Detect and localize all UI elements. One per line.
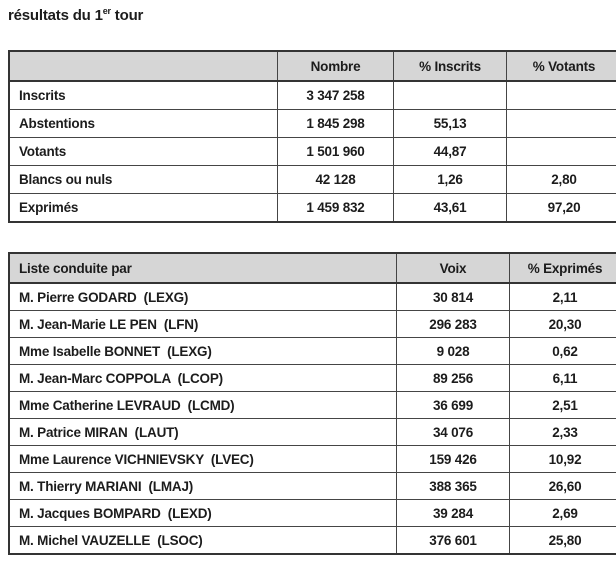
header-row <box>9 51 616 81</box>
cell-nombre: 3 347 258 <box>278 81 394 110</box>
header-cell-voix: Voix <box>397 253 510 283</box>
table-row <box>9 311 616 338</box>
table-row <box>9 527 616 555</box>
cell-voix: 34 076 <box>397 419 510 446</box>
cell-candidate: Mme Laurence VICHNIEVSKY (LVEC) <box>9 446 397 473</box>
cell-pct-votants <box>507 138 616 166</box>
page-title-superscript: er <box>102 6 111 16</box>
cell-pct-exprimes: 25,80 <box>510 527 616 555</box>
cell-pct-exprimes: 6,11 <box>510 365 616 392</box>
cell-label: Blancs ou nuls <box>9 166 278 194</box>
cell-label: Inscrits <box>9 81 278 110</box>
cell-pct-exprimes: 26,60 <box>510 473 616 500</box>
cell-pct-exprimes: 2,69 <box>510 500 616 527</box>
table-row <box>9 338 616 365</box>
cell-pct-exprimes: 2,33 <box>510 419 616 446</box>
cell-voix: 36 699 <box>397 392 510 419</box>
cell-label: Votants <box>9 138 278 166</box>
table-row <box>9 473 616 500</box>
table-row <box>9 365 616 392</box>
table-row <box>9 81 616 110</box>
cell-pct-votants <box>507 110 616 138</box>
cell-label: Exprimés <box>9 194 278 223</box>
cell-voix: 89 256 <box>397 365 510 392</box>
cell-nombre: 42 128 <box>278 166 394 194</box>
cell-pct-inscrits: 44,87 <box>394 138 507 166</box>
candidates-table-header <box>9 253 616 283</box>
cell-voix: 30 814 <box>397 283 510 311</box>
cell-pct-votants: 2,80 <box>507 166 616 194</box>
cell-pct-exprimes: 2,51 <box>510 392 616 419</box>
cell-pct-exprimes: 10,92 <box>510 446 616 473</box>
cell-candidate: M. Jacques BOMPARD (LEXD) <box>9 500 397 527</box>
candidates-table <box>8 252 616 555</box>
cell-pct-exprimes: 0,62 <box>510 338 616 365</box>
header-row <box>9 253 616 283</box>
cell-candidate: M. Jean-Marie LE PEN (LFN) <box>9 311 397 338</box>
page-title <box>8 7 143 24</box>
cell-candidate: M. Patrice MIRAN (LAUT) <box>9 419 397 446</box>
table-row <box>9 446 616 473</box>
table-row <box>9 419 616 446</box>
cell-nombre: 1 501 960 <box>278 138 394 166</box>
cell-voix: 376 601 <box>397 527 510 555</box>
header-cell-liste: Liste conduite par <box>9 253 397 283</box>
cell-pct-exprimes: 20,30 <box>510 311 616 338</box>
participation-table <box>8 50 616 223</box>
cell-candidate: M. Michel VAUZELLE (LSOC) <box>9 527 397 555</box>
participation-table-header <box>9 51 616 81</box>
cell-candidate: M. Thierry MARIANI (LMAJ) <box>9 473 397 500</box>
cell-pct-inscrits: 55,13 <box>394 110 507 138</box>
cell-voix: 9 028 <box>397 338 510 365</box>
cell-pct-inscrits: 43,61 <box>394 194 507 223</box>
table-row <box>9 110 616 138</box>
cell-voix: 159 426 <box>397 446 510 473</box>
cell-nombre: 1 845 298 <box>278 110 394 138</box>
cell-voix: 388 365 <box>397 473 510 500</box>
cell-candidate: M. Pierre GODARD (LEXG) <box>9 283 397 311</box>
cell-pct-votants <box>507 81 616 110</box>
cell-voix: 39 284 <box>397 500 510 527</box>
table-row <box>9 194 616 223</box>
cell-pct-inscrits <box>394 81 507 110</box>
header-cell-pct-exprimes: % Exprimés <box>510 253 616 283</box>
cell-candidate: Mme Isabelle BONNET (LEXG) <box>9 338 397 365</box>
table-row <box>9 392 616 419</box>
header-cell-pct-inscrits: % Inscrits <box>394 51 507 81</box>
table-row <box>9 500 616 527</box>
header-cell-empty <box>9 51 278 81</box>
header-cell-nombre: Nombre <box>278 51 394 81</box>
cell-pct-inscrits: 1,26 <box>394 166 507 194</box>
table-row <box>9 166 616 194</box>
table-row <box>9 138 616 166</box>
cell-candidate: M. Jean-Marc COPPOLA (LCOP) <box>9 365 397 392</box>
cell-label: Abstentions <box>9 110 278 138</box>
header-cell-pct-votants: % Votants <box>507 51 616 81</box>
table-row <box>9 283 616 311</box>
page-title-suffix: tour <box>110 7 144 24</box>
cell-voix: 296 283 <box>397 311 510 338</box>
cell-candidate: Mme Catherine LEVRAUD (LCMD) <box>9 392 397 419</box>
cell-pct-votants: 97,20 <box>507 194 616 223</box>
page-title-text: résultats du 1 <box>8 7 103 24</box>
cell-pct-exprimes: 2,11 <box>510 283 616 311</box>
cell-nombre: 1 459 832 <box>278 194 394 223</box>
